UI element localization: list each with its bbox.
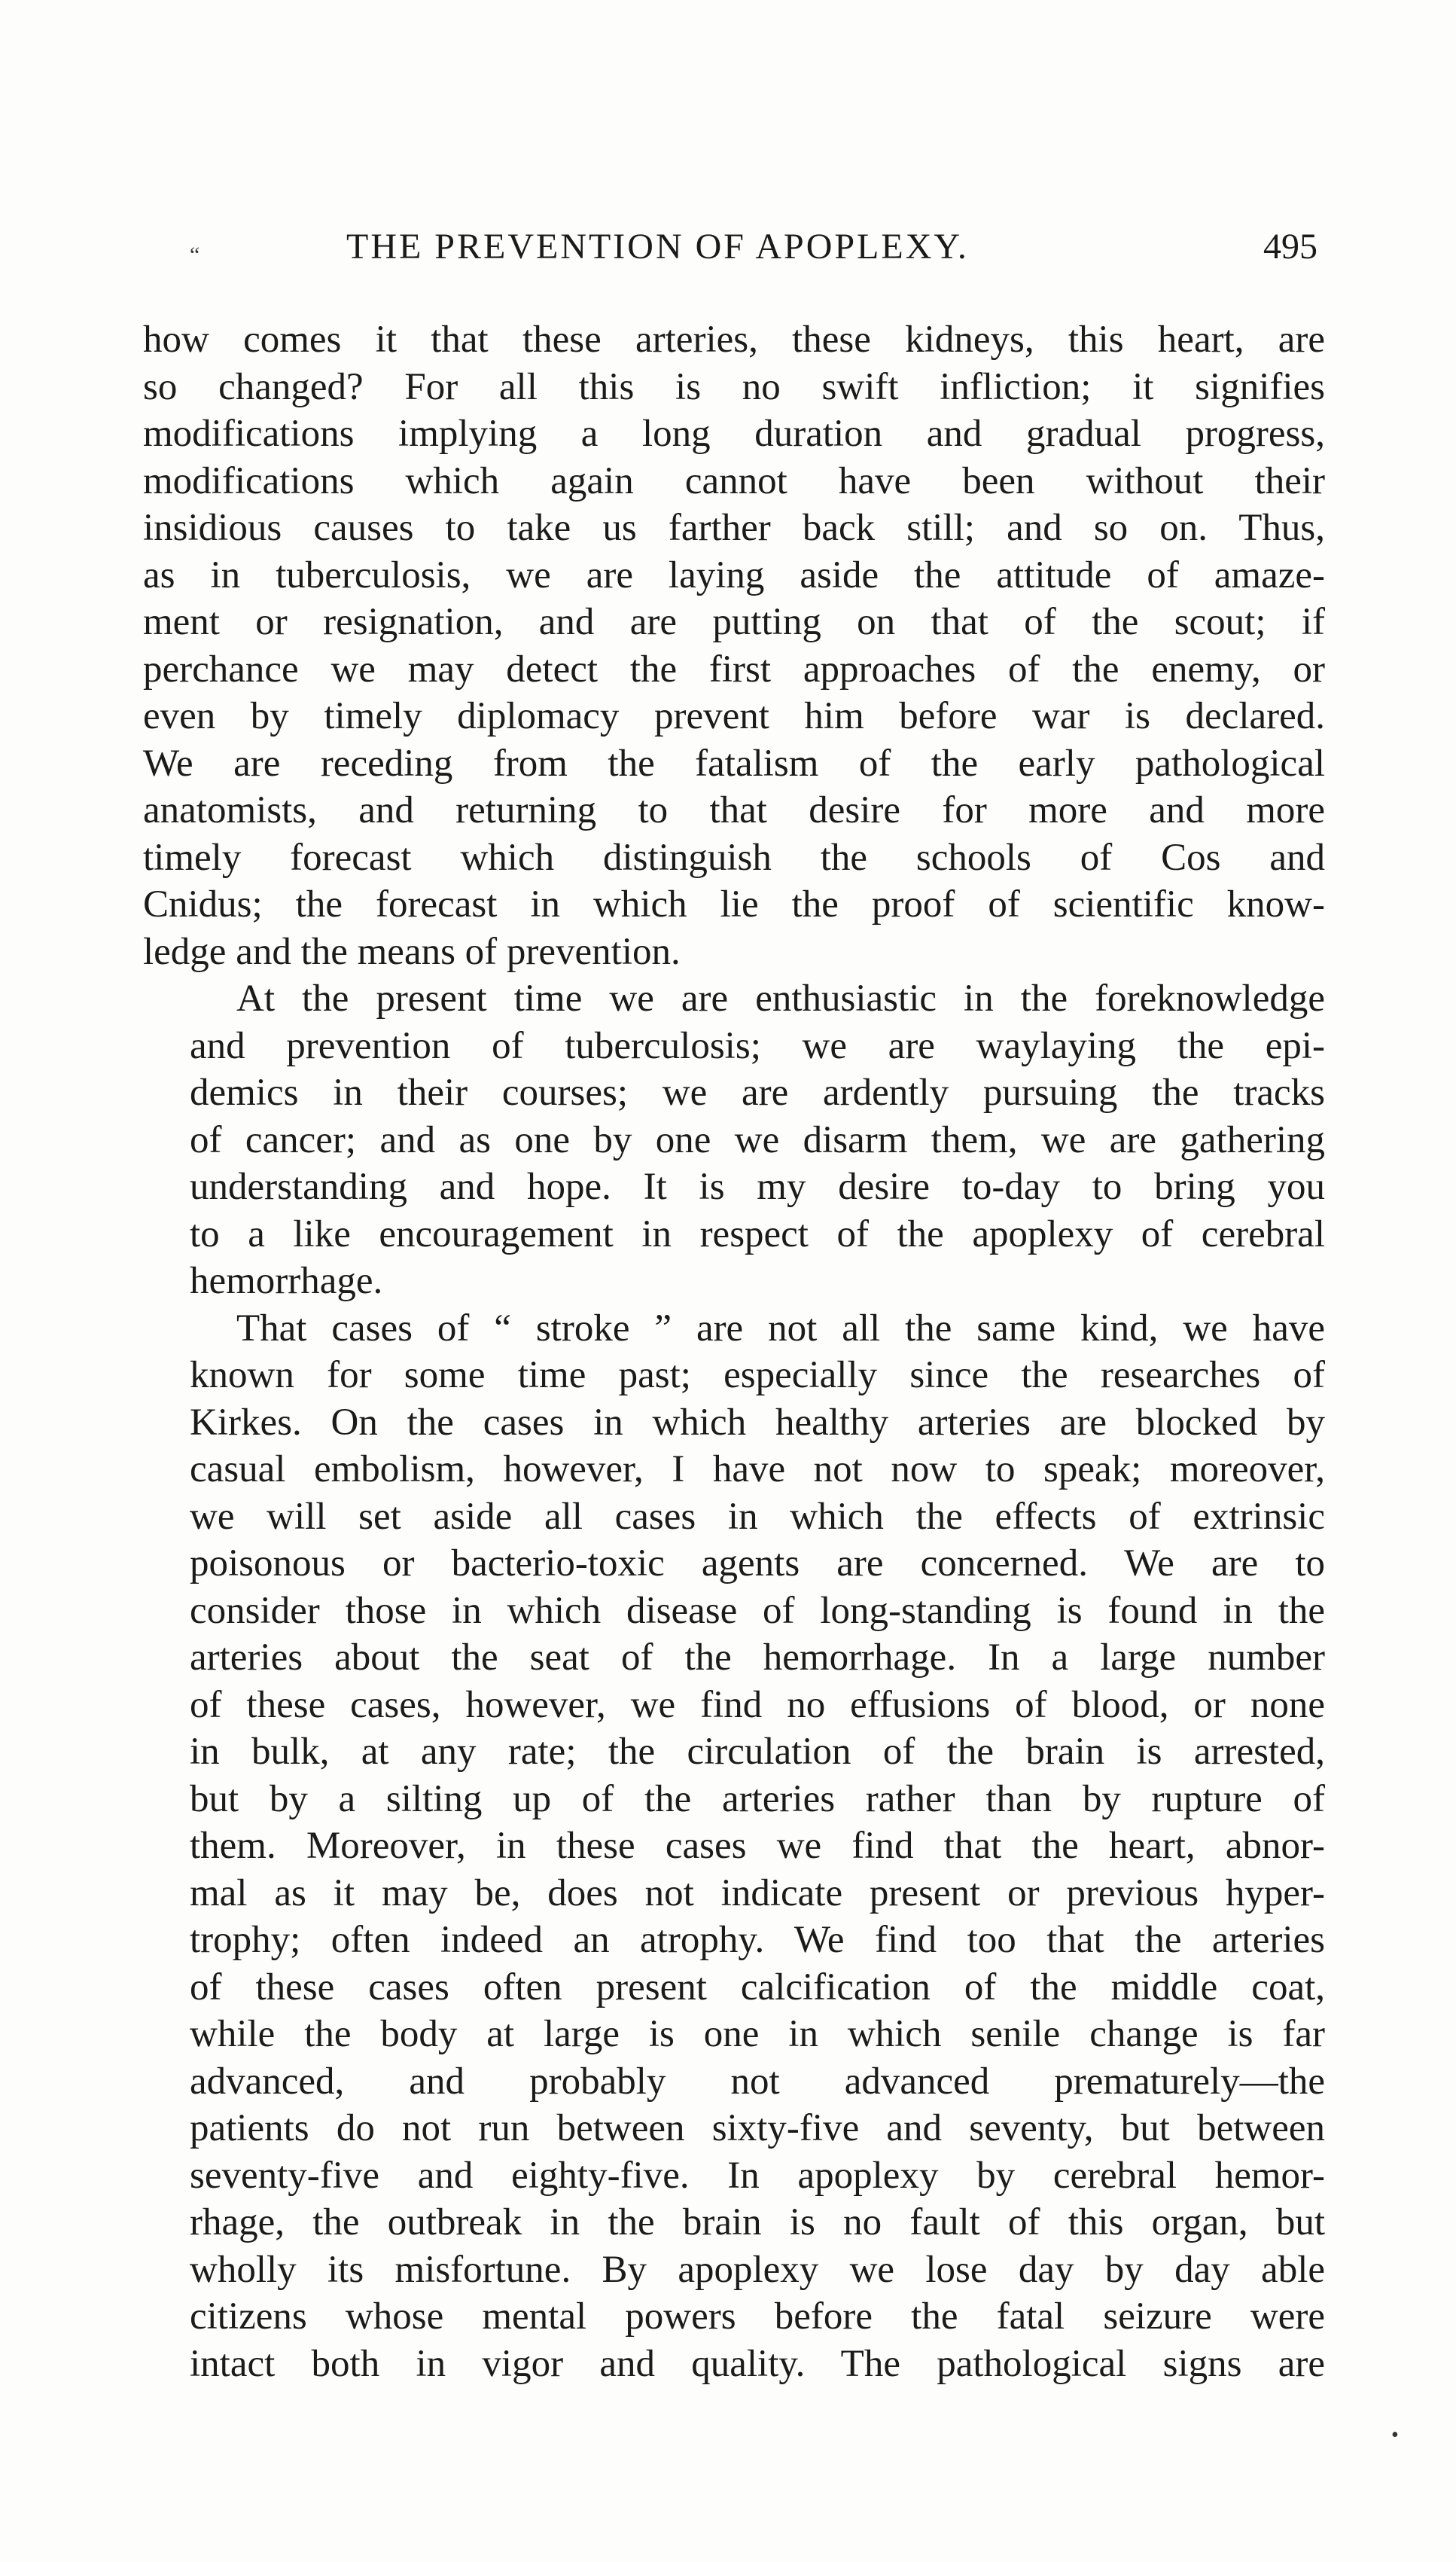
- text-line: At the present time we are enthusiastic in the foreknowledge: [236, 978, 1325, 1020]
- text-line: seventy-five and eighty-five. In apoplexy by cerebral hemor-: [190, 2154, 1325, 2197]
- text-line: timely forecast which distinguish the schools of Cos and: [143, 836, 1325, 879]
- text-line: how comes it that these arteries, these kidneys, this heart, are: [143, 319, 1325, 361]
- text-line: Kirkes. On the cases in which healthy arteries are blocked by: [190, 1401, 1325, 1444]
- text-line: while the body at large is one in which senile change is far: [190, 2013, 1325, 2055]
- text-line: advanced, and probably not advanced prematurely—the: [190, 2060, 1325, 2103]
- text-line: trophy; often indeed an atrophy. We find too that the arteries: [190, 1919, 1325, 1961]
- text-line: them. Moreover, in these cases we find that the heart, abnor-: [190, 1825, 1325, 1867]
- paragraph-2: [143, 975, 1325, 1305]
- text-line: mal as it may be, does not indicate present or previous hyper-: [190, 1871, 1325, 1914]
- margin-dot: •: [1391, 2423, 1399, 2447]
- text-line: citizens whose mental powers before the fatal seizure were: [190, 2295, 1325, 2338]
- text-line: hemorrhage.: [190, 1260, 383, 1302]
- text-line: consider those in which disease of long-standing is found in the: [190, 1589, 1325, 1632]
- body-text: [143, 316, 1325, 2387]
- text-line: modifications implying a long duration and gradual progress,: [143, 413, 1325, 455]
- text-line: rhage, the outbreak in the brain is no fault of this organ, but: [190, 2201, 1325, 2243]
- text-line: known for some time past; especially since the researches of: [190, 1354, 1325, 1396]
- margin-mark-top: “: [190, 242, 200, 267]
- page-number: 495: [1263, 227, 1317, 267]
- text-line: We are receding from the fatalism of the early pathological: [143, 742, 1325, 785]
- text-line: insidious causes to take us farther back still; and so on. Thus,: [143, 507, 1325, 549]
- paragraph-1: [143, 316, 1325, 975]
- text-line: wholly its misfortune. By apoplexy we lose day by day able: [190, 2248, 1325, 2291]
- text-line: and prevention of tuberculosis; we are waylaying the epi-: [190, 1024, 1325, 1067]
- text-line: we will set aside all cases in which the effects of extrinsic: [190, 1495, 1325, 1538]
- running-title: THE PREVENTION OF APOPLEXY.: [346, 227, 969, 267]
- page-header: [143, 226, 1317, 286]
- text-line: modifications which again cannot have been without their: [143, 459, 1325, 502]
- text-line: anatomists, and returning to that desire for more and more: [143, 789, 1325, 831]
- text-line: so changed? For all this is no swift infliction; it signifies: [143, 365, 1325, 408]
- text-line: in bulk, at any rate; the circulation of the brain is arrested,: [190, 1731, 1325, 1773]
- text-line: but by a silting up of the arteries rather than by rupture of: [190, 1777, 1325, 1820]
- text-line: perchance we may detect the first approaches of the enemy, or: [143, 648, 1325, 691]
- text-line: to a like encouragement in respect of the apoplexy of cerebral: [190, 1212, 1325, 1255]
- text-line: Cnidus; the forecast in which lie the proof of scientific know-: [143, 883, 1325, 926]
- text-line: as in tuberculosis, we are laying aside the attitude of amaze-: [143, 554, 1325, 596]
- text-line: poisonous or bacterio-toxic agents are concerned. We are to: [190, 1542, 1325, 1584]
- text-line: ledge and the means of prevention.: [143, 930, 681, 973]
- text-line: of these cases often present calcification of the middle coat,: [190, 1966, 1325, 2008]
- paragraph-3: [143, 1305, 1325, 2388]
- text-line: casual embolism, however, I have not now to speak; moreover,: [190, 1448, 1325, 1490]
- text-line: That cases of “ stroke ” are not all the same kind, we have: [236, 1307, 1325, 1350]
- text-line: of these cases, however, we find no effusions of blood, or none: [190, 1683, 1325, 1726]
- text-line: intact both in vigor and quality. The pathological signs are: [190, 2342, 1325, 2385]
- text-line: even by timely diplomacy prevent him before war is declared.: [143, 695, 1325, 737]
- text-line: understanding and hope. It is my desire to-day to bring you: [190, 1166, 1325, 1208]
- text-line: of cancer; and as one by one we disarm them, we are gathering: [190, 1118, 1325, 1161]
- text-line: patients do not run between sixty-five and seventy, but between: [190, 2107, 1325, 2149]
- text-line: arteries about the seat of the hemorrhage. In a large number: [190, 1636, 1325, 1679]
- text-line: demics in their courses; we are ardently pursuing the tracks: [190, 1072, 1325, 1114]
- text-line: ment or resignation, and are putting on that of the scout; if: [143, 601, 1325, 643]
